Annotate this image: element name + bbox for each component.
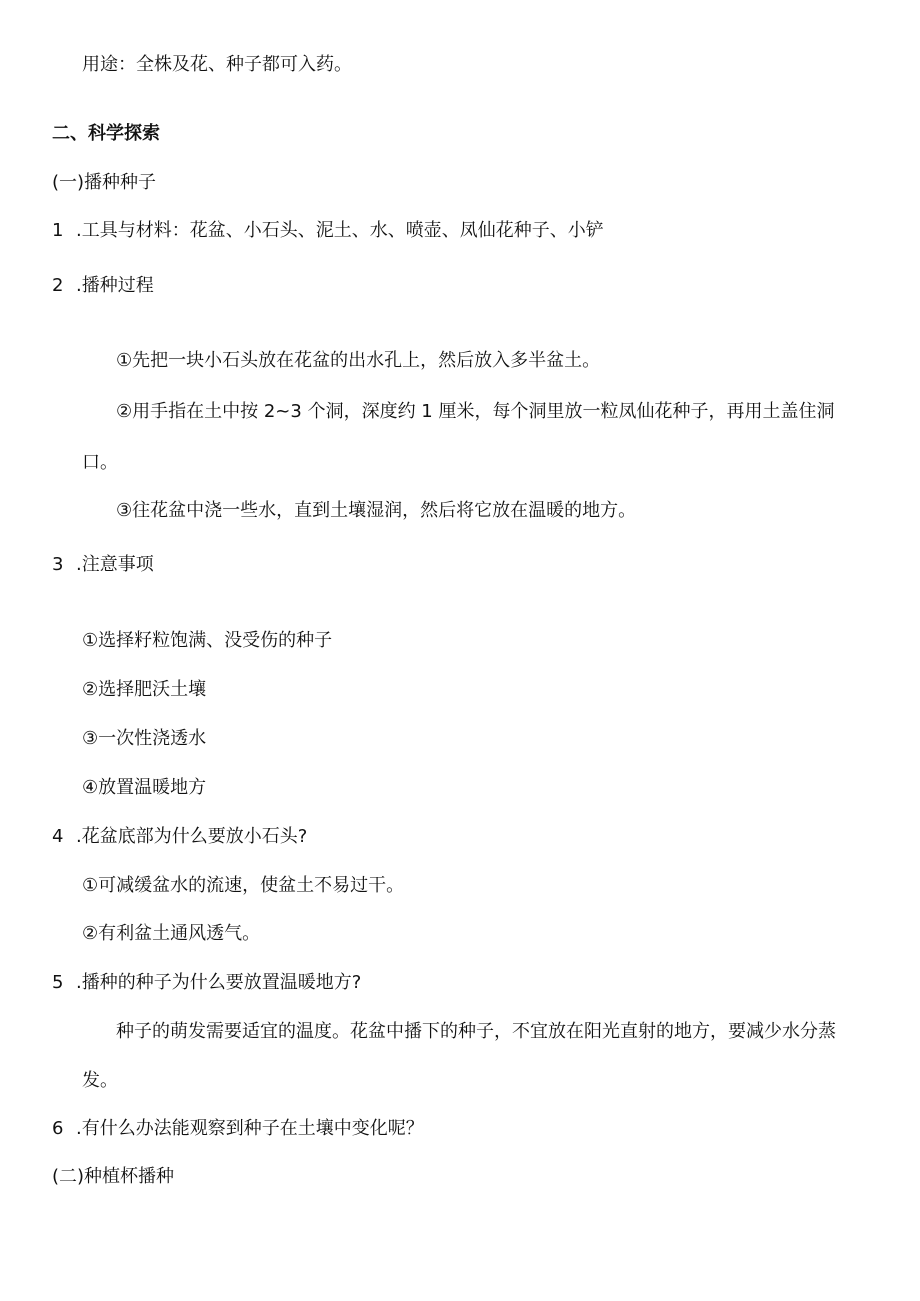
item-text: .注意事项 bbox=[76, 554, 154, 575]
item-text: .花盆底部为什么要放小石头? bbox=[76, 826, 308, 847]
item-text: .工具与材料：花盆、小石头、泥土、水、喷壶、凤仙花种子、小铲 bbox=[76, 220, 604, 241]
answer-5: 种子的萌发需要适宜的温度。花盆中播下的种子，不宜放在阳光直射的地方，要减少水分蒸 bbox=[116, 1021, 836, 1042]
item-text: .播种的种子为什么要放置温暖地方? bbox=[76, 972, 362, 993]
section-title: 二、科学探索 bbox=[52, 123, 160, 144]
item-text: .有什么办法能观察到种子在土壤中变化呢？ bbox=[76, 1118, 424, 1139]
item-text: .播种过程 bbox=[76, 275, 154, 296]
note-3: ③一次性浇透水 bbox=[82, 728, 207, 749]
item-number: 3 bbox=[52, 554, 64, 575]
note-2: ②选择肥沃土壤 bbox=[82, 679, 207, 700]
process-step-3: ③往花盆中浇一些水，直到土壤湿润，然后将它放在温暖的地方。 bbox=[116, 500, 637, 521]
item-number: 2 bbox=[52, 275, 64, 296]
item-number: 5 bbox=[52, 972, 64, 993]
answer-4-2: ②有利盆土通风透气。 bbox=[82, 923, 261, 944]
process-step-2: ②用手指在土中按 2~3 个洞，深度约 1 厘米，每个洞里放一粒凤仙花种子，再用土盖住洞 bbox=[116, 401, 835, 422]
list-item-2 bbox=[52, 275, 154, 297]
subsection-title-2: (二)种植杯播种 bbox=[52, 1166, 175, 1187]
process-step-1: ①先把一块小石头放在花盆的出水孔上，然后放入多半盆土。 bbox=[116, 350, 601, 371]
item-number: 4 bbox=[52, 826, 64, 847]
process-step-2-cont: 口。 bbox=[82, 452, 118, 473]
list-item-6 bbox=[52, 1118, 424, 1140]
item-number: 1 bbox=[52, 220, 64, 241]
subsection-title-1: (一)播种种子 bbox=[52, 172, 157, 193]
item-number: 6 bbox=[52, 1118, 64, 1139]
note-1: ①选择籽粒饱满、没受伤的种子 bbox=[82, 630, 333, 651]
use-line: 用途：全株及花、种子都可入药。 bbox=[82, 54, 352, 75]
answer-5-cont: 发。 bbox=[82, 1070, 118, 1091]
list-item-4 bbox=[52, 826, 307, 848]
answer-4-1: ①可减缓盆水的流速，使盆土不易过干。 bbox=[82, 875, 405, 896]
list-item-3 bbox=[52, 554, 154, 576]
list-item-1 bbox=[52, 220, 604, 242]
note-4: ④放置温暖地方 bbox=[82, 777, 207, 798]
list-item-5 bbox=[52, 972, 361, 994]
